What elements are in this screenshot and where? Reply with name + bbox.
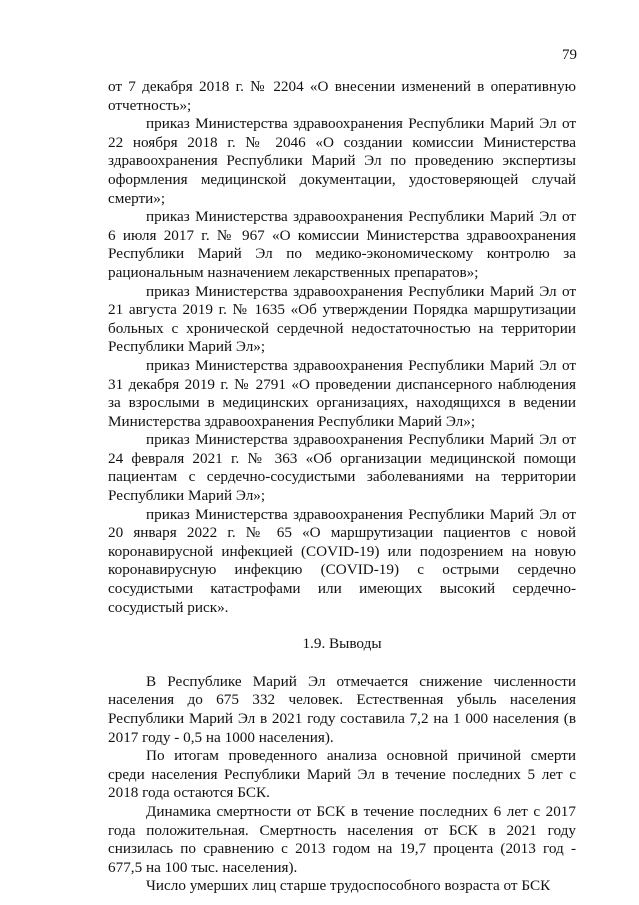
orders-paragraph: приказ Министерства здравоохранения Республики Марий Эл от 6 июля 2017 г. № 967 «О комиссии Министерства здравоохранения Республики Марий Эл по медико-экономическому контролю за рациональным назначением лекарственных препаратов»;: [108, 208, 576, 281]
conclusions-paragraph: Число умерших лиц старше трудоспособного возраста от БСК: [146, 877, 551, 895]
orders-paragraph: приказ Министерства здравоохранения Республики Марий Эл от 20 января 2022 г. № 65 «О маршрутизации пациентов с новой коронавирусной инфекцией (COVID-19) или подозрением на новую коронавирусную инфекцию (COVID-19) с острыми сердечно сосудистыми катастрофами или имеющих высокий сердечно-сосудистый риск».: [108, 505, 576, 616]
orders-paragraph: приказ Министерства здравоохранения Республики Марий Эл от 21 августа 2019 г. № 1635 «Об утверждении Порядка маршрутизации больных с хронической сердечной недостаточностью на территории Республики Марий Эл»;: [108, 282, 576, 356]
orders-paragraph: приказ Министерства здравоохранения Республики Марий Эл от 24 февраля 2021 г. № 363 «Об организации медицинской помощи пациентам с сердечно-сосудистыми заболеваниями на территории Республики Марий Эл»;: [108, 431, 576, 505]
conclusions-paragraph: Динамика смертности от БСК в течение последних 6 лет с 2017 года положительная. Смертность населения от БСК в 2021 году снизилась по сравнению с 2013 годом на 19,7 процента (2013 год - 677,5 на 100 тыс. населения).: [108, 802, 576, 876]
page-number: 79: [562, 47, 577, 63]
document-body: [108, 78, 576, 896]
conclusions-paragraph: В Республике Марий Эл отмечается снижение численности населения до 675 332 человек. Естественная убыль населения Республики Марий Эл в 2021 году составила 7,2 на 1 000 населения (в 2017 году - 0,5 на 1000 населения).: [108, 672, 576, 746]
conclusions-paragraph: По итогам проведенного анализа основной причиной смерти среди населения Республики Марий Эл в течение последних 5 лет с 2018 года остаются БСК.: [108, 747, 576, 802]
section-title: 1.9. Выводы: [302, 635, 382, 653]
orders-paragraph: приказ Министерства здравоохранения Республики Марий Эл от 22 ноября 2018 г. № 2046 «О создании комиссии Министерства здравоохранения Республики Марий Эл по проведению экспертизы оформления медицинской документации, удостоверяющей случай смерти»;: [108, 115, 576, 207]
orders-paragraph: приказ Министерства здравоохранения Республики Марий Эл от 31 декабря 2019 г. № 2791 «О проведении диспансерного наблюдения за взрослыми в медицинских организациях, находящихся в ведении Министерства здравоохранения Республики Марий Эл»;: [108, 356, 576, 430]
orders-paragraph: от 7 декабря 2018 г. № 2204 «О внесении изменений в оперативную отчетность»;: [108, 78, 576, 114]
